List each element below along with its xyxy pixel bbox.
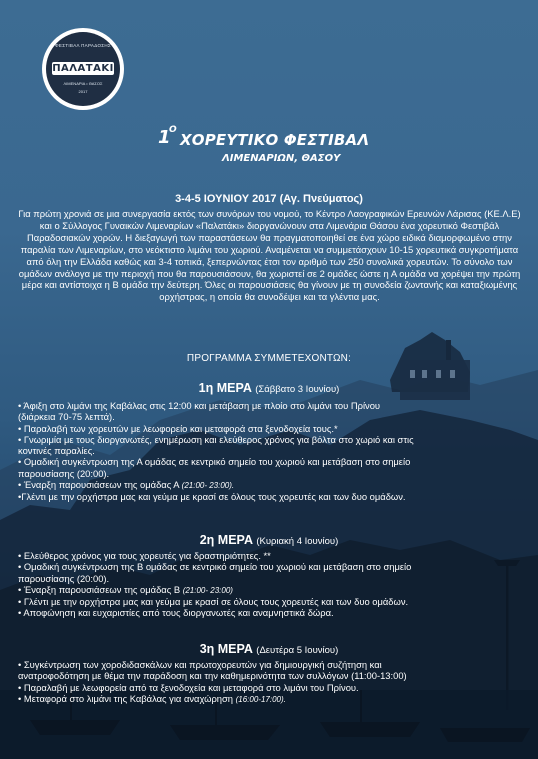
day-date: (Κυριακή 4 Ιουνίου) [256,536,339,547]
time-note: (21:00- 23:00) [182,585,233,595]
intro-paragraph: Για πρώτη χρονιά σε μια συνεργασία εκτός των συνόρων του νομού, το Κέντρο Λαογραφικών Ερευνών Λάρισας (ΚΕ.Λ.Ε) και ο Σύλλογος Γυναικών Λιμεναρίων «Παλατάκι» διοργανώνουν στα Λιμενάρια Θάσου ένα χορευτικό Φεστιβάλ Παραδοσιακών χορών. Η διεξαγωγή των παραστάσεων θα πραγματοποιηθεί σε ένα χώρο ειδικά διαμορφωμένο στην παραλία των Λιμεναρίων, στο νεόκτιστο λιμάνι του χωριού. Αναμένεται να συμμετάσχουν 10-15 χορευτικά συγκροτήματα από όλη την Ελλάδα καθώς και 3-4 τοπικά, ξεπερνώντας έτσι τον αριθμό των 250 συνολικά χορευτών. Το σύνολο των ομάδων ανάλογα με την περιοχή που θα παρουσιάσουν, θα χωριστεί σε 2 ομάδες ώστε η Α ομάδα να χορέψει την πρώτη μέρα και αντίστοιχα η Β ομάδα την δεύτερη. Όλες οι παρουσιάσεις θα γίνουν με τη συνοδεία ζωντανής και καταξιωμένης ορχήστρας, η οποία θα συνοδέψει και τα γλέντια μας. [18,208,521,303]
title-superscript: Ο [169,125,177,135]
day-title: 3η ΜΕΡΑ [199,642,253,656]
list-item: • Ομαδική συγκέντρωση της Α ομάδας σε κεντρικό σημείο του χωριού και μετάβαση στο σημείο [18,456,411,468]
time-note: (21:00- 23:00). [181,481,235,491]
list-item: • Ομαδική συγκέντρωση της Β ομάδας σε κεντρικό σημείο του χωριού και μετάβαση στο σημείο [18,561,412,573]
list-item: παρουσίασης (20:00). [18,572,110,584]
day-3-heading [0,642,538,658]
list-item: • Συγκέντρωση των χοροδιδασκάλων και πρωτοχορευτών για δημιουργική συζήτηση και [18,659,382,670]
list-item: • Γνωριμία με τους διοργανωτές, ενημέρωση και ελεύθερος χρόνος για βόλτα στο χωριό και στις [18,433,414,445]
title-number: 1 [158,127,171,148]
festival-dates: 3-4-5 ΙΟΥΝΙΟΥ 2017 (Αγ. Πνεύματος) [175,193,363,205]
logo-badge [46,32,120,106]
list-item: (διάρκεια 70-75 λεπτά). [18,411,115,423]
logo-top-text: ΦΕΣΤΙΒΑΛ ΠΑΡΑΔΟΣΗΣ [55,43,111,48]
list-item: •Γλέντι με την ορχήστρα μας και γεύμα με κρασί σε όλους τους χορευτές και των δυο ομάδων. [18,491,406,503]
time-note: (16:00-17:00). [235,694,286,704]
palataki-logo [42,28,124,110]
festival-subtitle: ΛΙΜΕΝΑΡΙΩΝ, ΘΑΣΟΥ [222,153,341,164]
list-item: κοντινές παραλίες. [18,445,95,457]
day-2-items [18,550,523,619]
list-item: • Παραλαβή με λεωφορεία από τα ξενοδοχεία και μεταφορά στο λιμάνι του Πρίνου. [18,681,359,693]
list-item: • Μεταφορά στο λιμάνι της Καβάλας για αναχώρηση (16:00-17:00). [18,692,286,704]
day-2-heading [0,533,538,549]
list-item: • Έναρξη παρουσιάσεων της ομάδας Β (21:00- 23:00) [18,583,233,595]
list-item: • Έναρξη παρουσιάσεων της ομάδας Α (21:00- 23:00). [18,479,235,491]
day-title: 1η ΜΕΡΑ [198,381,252,395]
list-item: παρουσίασης (20:00). [18,467,110,479]
day-date: (Δευτέρα 5 Ιουνίου) [256,645,339,656]
list-item: • Παραλαβή των χορευτών με λεωφορείο και μεταφορά στα ξενοδοχεία τους.* [18,422,338,434]
list-item: • Ελεύθερος χρόνος για τους χορευτές για δραστηριότητες. ** [18,550,271,561]
logo-year: 2017 [78,89,88,94]
list-item: ανατροφοδότηση με θέμα την παράδοση και την καθημερινότητα των συλλόγων (11:00-13:00) [18,670,407,682]
logo-sub-text: ΛΙΜΕΝΑΡΙΑ • ΘΑΣΟΣ [63,81,103,86]
day-3-items [18,659,523,705]
day-1-heading [0,381,538,397]
day-1-items [18,400,523,503]
day-title: 2η ΜΕΡΑ [199,533,253,547]
logo-name: ΠΑΛΑΤΑΚΙ [52,63,114,74]
festival-title: ΧΟΡΕΥΤΙΚΟ ΦΕΣΤΙΒΑΛ [180,131,370,149]
day-date: (Σάββατο 3 Ιουνίου) [255,384,340,395]
list-item: • Άφιξη στο λιμάνι της Καβάλας στις 12:00 και μετάβαση με πλοίο στο λιμάνι του Πρίνου [18,400,381,411]
list-item: • Αποφώνηση και ευχαριστίες από τους διοργανωτές και αναμνηστικά δώρα. [18,607,334,619]
program-heading: ΠΡΟΓΡΑΜΜΑ ΣΥΜΜΕΤΕΧΟΝΤΩΝ: [186,353,352,364]
list-item: • Γλέντι με την ορχήστρα μας και γεύμα με κρασί σε όλους τους χορευτές και των δυο ομάδων. [18,596,409,608]
